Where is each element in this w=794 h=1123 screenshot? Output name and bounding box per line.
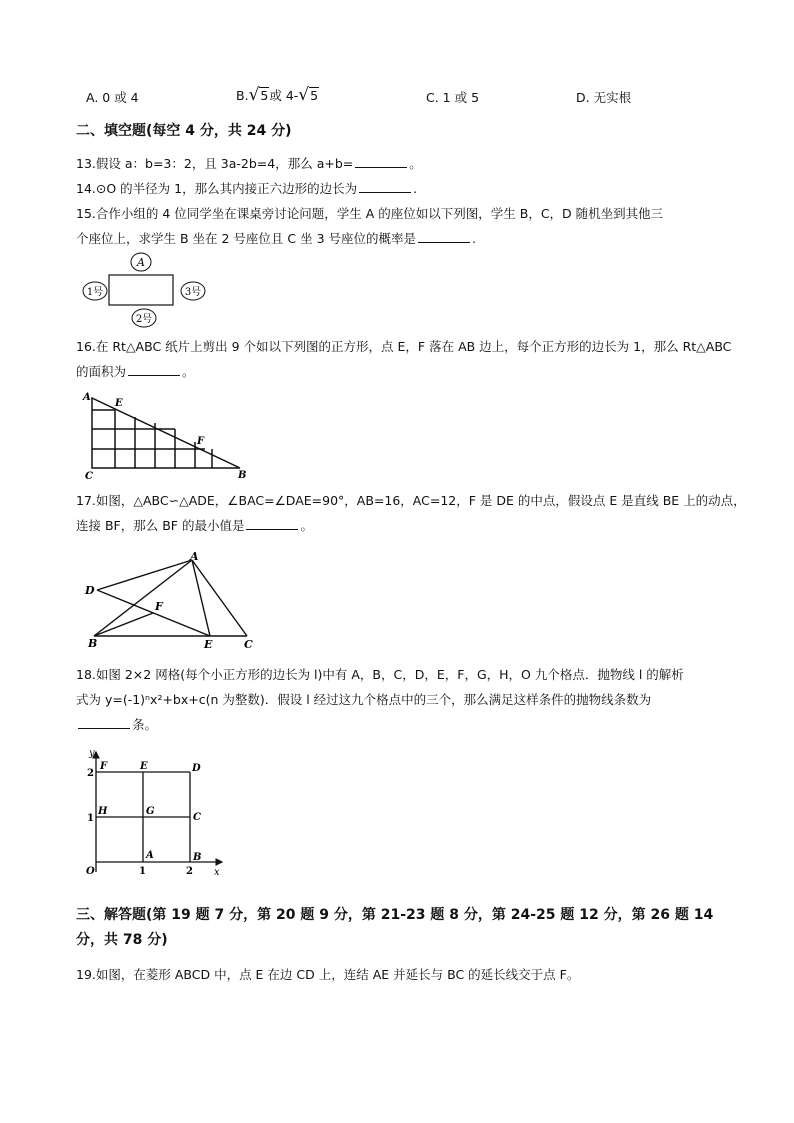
label-y: y bbox=[89, 748, 95, 759]
radicand: 5 bbox=[260, 88, 269, 103]
triangle-squares-figure bbox=[80, 388, 255, 480]
question-text: 13.假设 a：b=3：2，且 3a-2b=4，那么 a+b= bbox=[76, 156, 354, 171]
radicand: 5 bbox=[310, 88, 319, 103]
option-b-label: B. bbox=[236, 88, 249, 103]
question-15-line-2 bbox=[76, 230, 476, 247]
tick-y-1: 1 bbox=[87, 813, 94, 824]
punct: 。 bbox=[182, 364, 195, 379]
seat-1-label: 1号 bbox=[86, 287, 104, 298]
label-o: O bbox=[86, 866, 95, 877]
answer-blank bbox=[418, 230, 470, 243]
question-17-line-1: 17.如图，△ABC∽△ADE，∠BAC=∠DAE=90°，AB=16，AC=12，F 是 DE 的中点，假设点 E 是直线 BE 上的动点， bbox=[76, 493, 746, 508]
question-18-line-1: 18.如图 2×2 网格(每个小正方形的边长为 l)中有 A，B，C，D，E，F，G，H，O 九个格点．抛物线 l 的解析 bbox=[76, 667, 684, 682]
section-heading-solutions-line-2: 分，共 78 分) bbox=[76, 932, 168, 948]
label-f: F bbox=[197, 436, 205, 447]
label-d: D bbox=[85, 584, 95, 597]
question-19: 19.如图，在菱形 ABCD 中，点 E 在边 CD 上，连结 AE 并延长与 BC 的延长线交于点 F。 bbox=[76, 967, 580, 982]
label-a: A bbox=[190, 550, 199, 563]
label-a: A bbox=[146, 850, 154, 861]
question-text: 条。 bbox=[132, 717, 158, 732]
segment-ad bbox=[97, 560, 192, 590]
answer-blank bbox=[78, 716, 130, 729]
answer-blank bbox=[128, 363, 180, 376]
label-f: F bbox=[100, 761, 108, 772]
label-c: C bbox=[244, 638, 253, 650]
question-text: 14.⊙O 的半径为 1，那么其内接正六边形的边长为 bbox=[76, 181, 358, 196]
tick-x-2: 2 bbox=[186, 866, 193, 877]
option-b-mid: 或 4- bbox=[269, 88, 299, 103]
label-e: E bbox=[115, 398, 123, 409]
label-c: C bbox=[193, 812, 201, 823]
label-b: B bbox=[238, 470, 247, 480]
option-d: D. 无实根 bbox=[576, 90, 632, 105]
question-text: 的面积为 bbox=[76, 364, 127, 379]
question-15-line-1: 15.合作小组的 4 位同学坐在课桌旁讨论问题，学生 A 的座位如以下列图，学生 B，C，D 随机坐到其他三 bbox=[76, 206, 664, 221]
segment-bf bbox=[94, 613, 153, 636]
seat-2-label: 2号 bbox=[135, 314, 153, 325]
tick-y-2: 2 bbox=[87, 768, 94, 779]
section-heading-fill-in: 二、填空题(每空 4 分，共 24 分) bbox=[76, 123, 292, 139]
question-16-line-1: 16.在 Rt△ABC 纸片上剪出 9 个如以下列图的正方形，点 E，F 落在 AB 边上，每个正方形的边长为 1，那么 Rt△ABC bbox=[76, 339, 732, 354]
label-b: B bbox=[88, 637, 98, 650]
option-b bbox=[236, 87, 319, 104]
section-heading-solutions-line-1: 三、解答题(第 19 题 7 分，第 20 题 9 分，第 21-23 题 8 分，第 24-25 题 12 分，第 26 题 14 bbox=[76, 907, 714, 923]
question-13 bbox=[76, 155, 422, 172]
grid-coordinate-figure bbox=[80, 744, 230, 879]
label-c: C bbox=[85, 471, 93, 480]
answer-blank bbox=[246, 517, 298, 530]
punct: . bbox=[413, 181, 418, 196]
sqrt-symbol: √ bbox=[248, 85, 260, 105]
question-17-line-2 bbox=[76, 517, 313, 534]
punct: 。 bbox=[409, 156, 422, 171]
answer-blank bbox=[359, 180, 411, 193]
option-a: A. 0 或 4 bbox=[86, 90, 139, 105]
label-a: A bbox=[83, 392, 91, 403]
label-e: E bbox=[204, 638, 213, 650]
seat-3-label: 3号 bbox=[184, 287, 202, 298]
punct: . bbox=[472, 231, 476, 246]
tick-x-1: 1 bbox=[139, 866, 146, 877]
option-c: C. 1 或 5 bbox=[426, 90, 480, 105]
question-16-line-2 bbox=[76, 363, 195, 380]
question-text: 个座位上，求学生 B 坐在 2 号座位且 C 坐 3 号座位的概率是 bbox=[76, 231, 416, 246]
answer-blank bbox=[355, 155, 407, 168]
seating-figure bbox=[80, 250, 210, 330]
label-d: D bbox=[192, 763, 201, 774]
segment-ac bbox=[192, 560, 247, 636]
label-h: H bbox=[98, 806, 108, 817]
segment-de bbox=[97, 590, 210, 636]
question-14 bbox=[76, 180, 417, 197]
label-e: E bbox=[140, 761, 148, 772]
label-x: x bbox=[214, 867, 220, 878]
label-b: B bbox=[193, 852, 202, 863]
label-f: F bbox=[155, 600, 163, 613]
question-18-line-2: 式为 y=(-1)ⁿx²+bx+c(n 为整数)．假设 l 经过这九个格点中的三个，那么满足这样条件的抛物线条数为 bbox=[76, 692, 652, 707]
sqrt-symbol: √ bbox=[298, 85, 310, 105]
seat-a-label: A bbox=[137, 256, 145, 269]
punct: 。 bbox=[300, 518, 313, 533]
question-18-line-3 bbox=[76, 716, 157, 733]
question-text: 连接 BF，那么 BF 的最小值是 bbox=[76, 518, 245, 533]
desk-rect bbox=[109, 275, 173, 305]
label-g: G bbox=[146, 806, 155, 817]
segment-ab bbox=[94, 560, 192, 636]
similar-triangles-figure bbox=[80, 548, 260, 650]
